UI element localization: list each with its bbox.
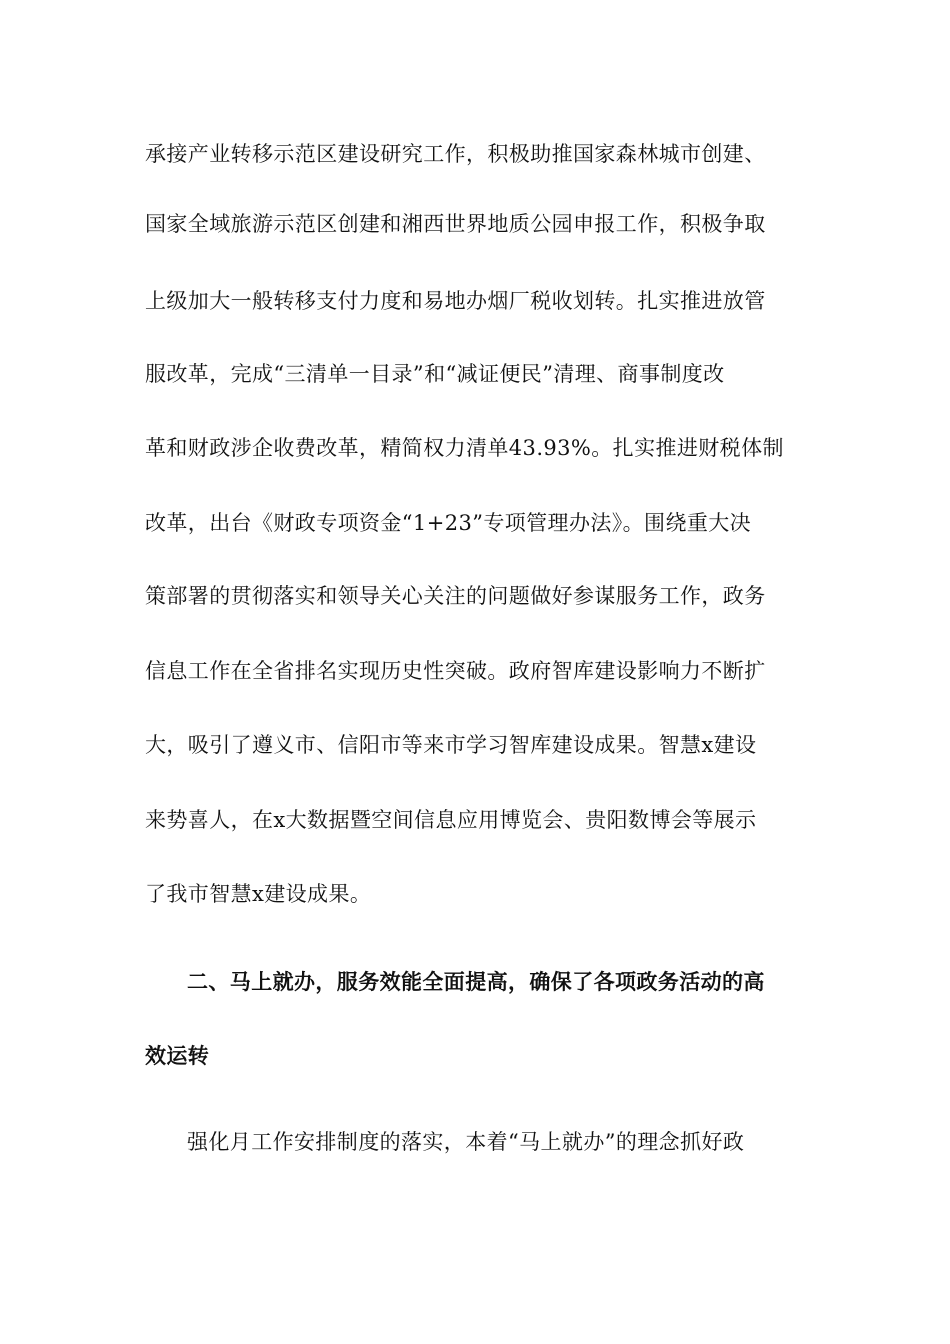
- paragraph-line: 了我市智慧x建设成果。: [145, 882, 372, 906]
- paragraph-line: 国家全域旅游示范区创建和湘西世界地质公园申报工作，积极争取: [145, 212, 766, 236]
- paragraph-line: 上级加大一般转移支付力度和易地办烟厂税收划转。扎实推进放管: [145, 289, 766, 313]
- paragraph-line: 大，吸引了遵义市、信阳市等来市学习智库建设成果。智慧x建设: [145, 733, 757, 757]
- section-heading-line: 效运转: [145, 1043, 210, 1068]
- paragraph-line: 策部署的贯彻落实和领导关心关注的问题做好参谋服务工作，政务: [145, 584, 766, 608]
- paragraph-line: 来势喜人，在x大数据暨空间信息应用博览会、贵阳数博会等展示: [145, 808, 757, 832]
- paragraph-line: 改革，出台《财政专项资金“1+23”专项管理办法》。围绕重大决: [145, 511, 752, 535]
- paragraph-line: 承接产业转移示范区建设研究工作，积极助推国家森林城市创建、: [145, 142, 766, 166]
- paragraph-line: 强化月工作安排制度的落实，本着“马上就办”的理念抓好政: [187, 1130, 745, 1154]
- paragraph-line: 革和财政涉企收费改革，精简权力清单43.93%。扎实推进财税体制: [145, 436, 784, 460]
- paragraph-line: 服改革，完成“三清单一目录”和“减证便民”清理、商事制度改: [145, 362, 725, 386]
- section-heading-line: 二、马上就办，服务效能全面提高，确保了各项政务活动的高: [187, 969, 765, 994]
- paragraph-line: 信息工作在全省排名实现历史性突破。政府智库建设影响力不断扩: [145, 659, 766, 683]
